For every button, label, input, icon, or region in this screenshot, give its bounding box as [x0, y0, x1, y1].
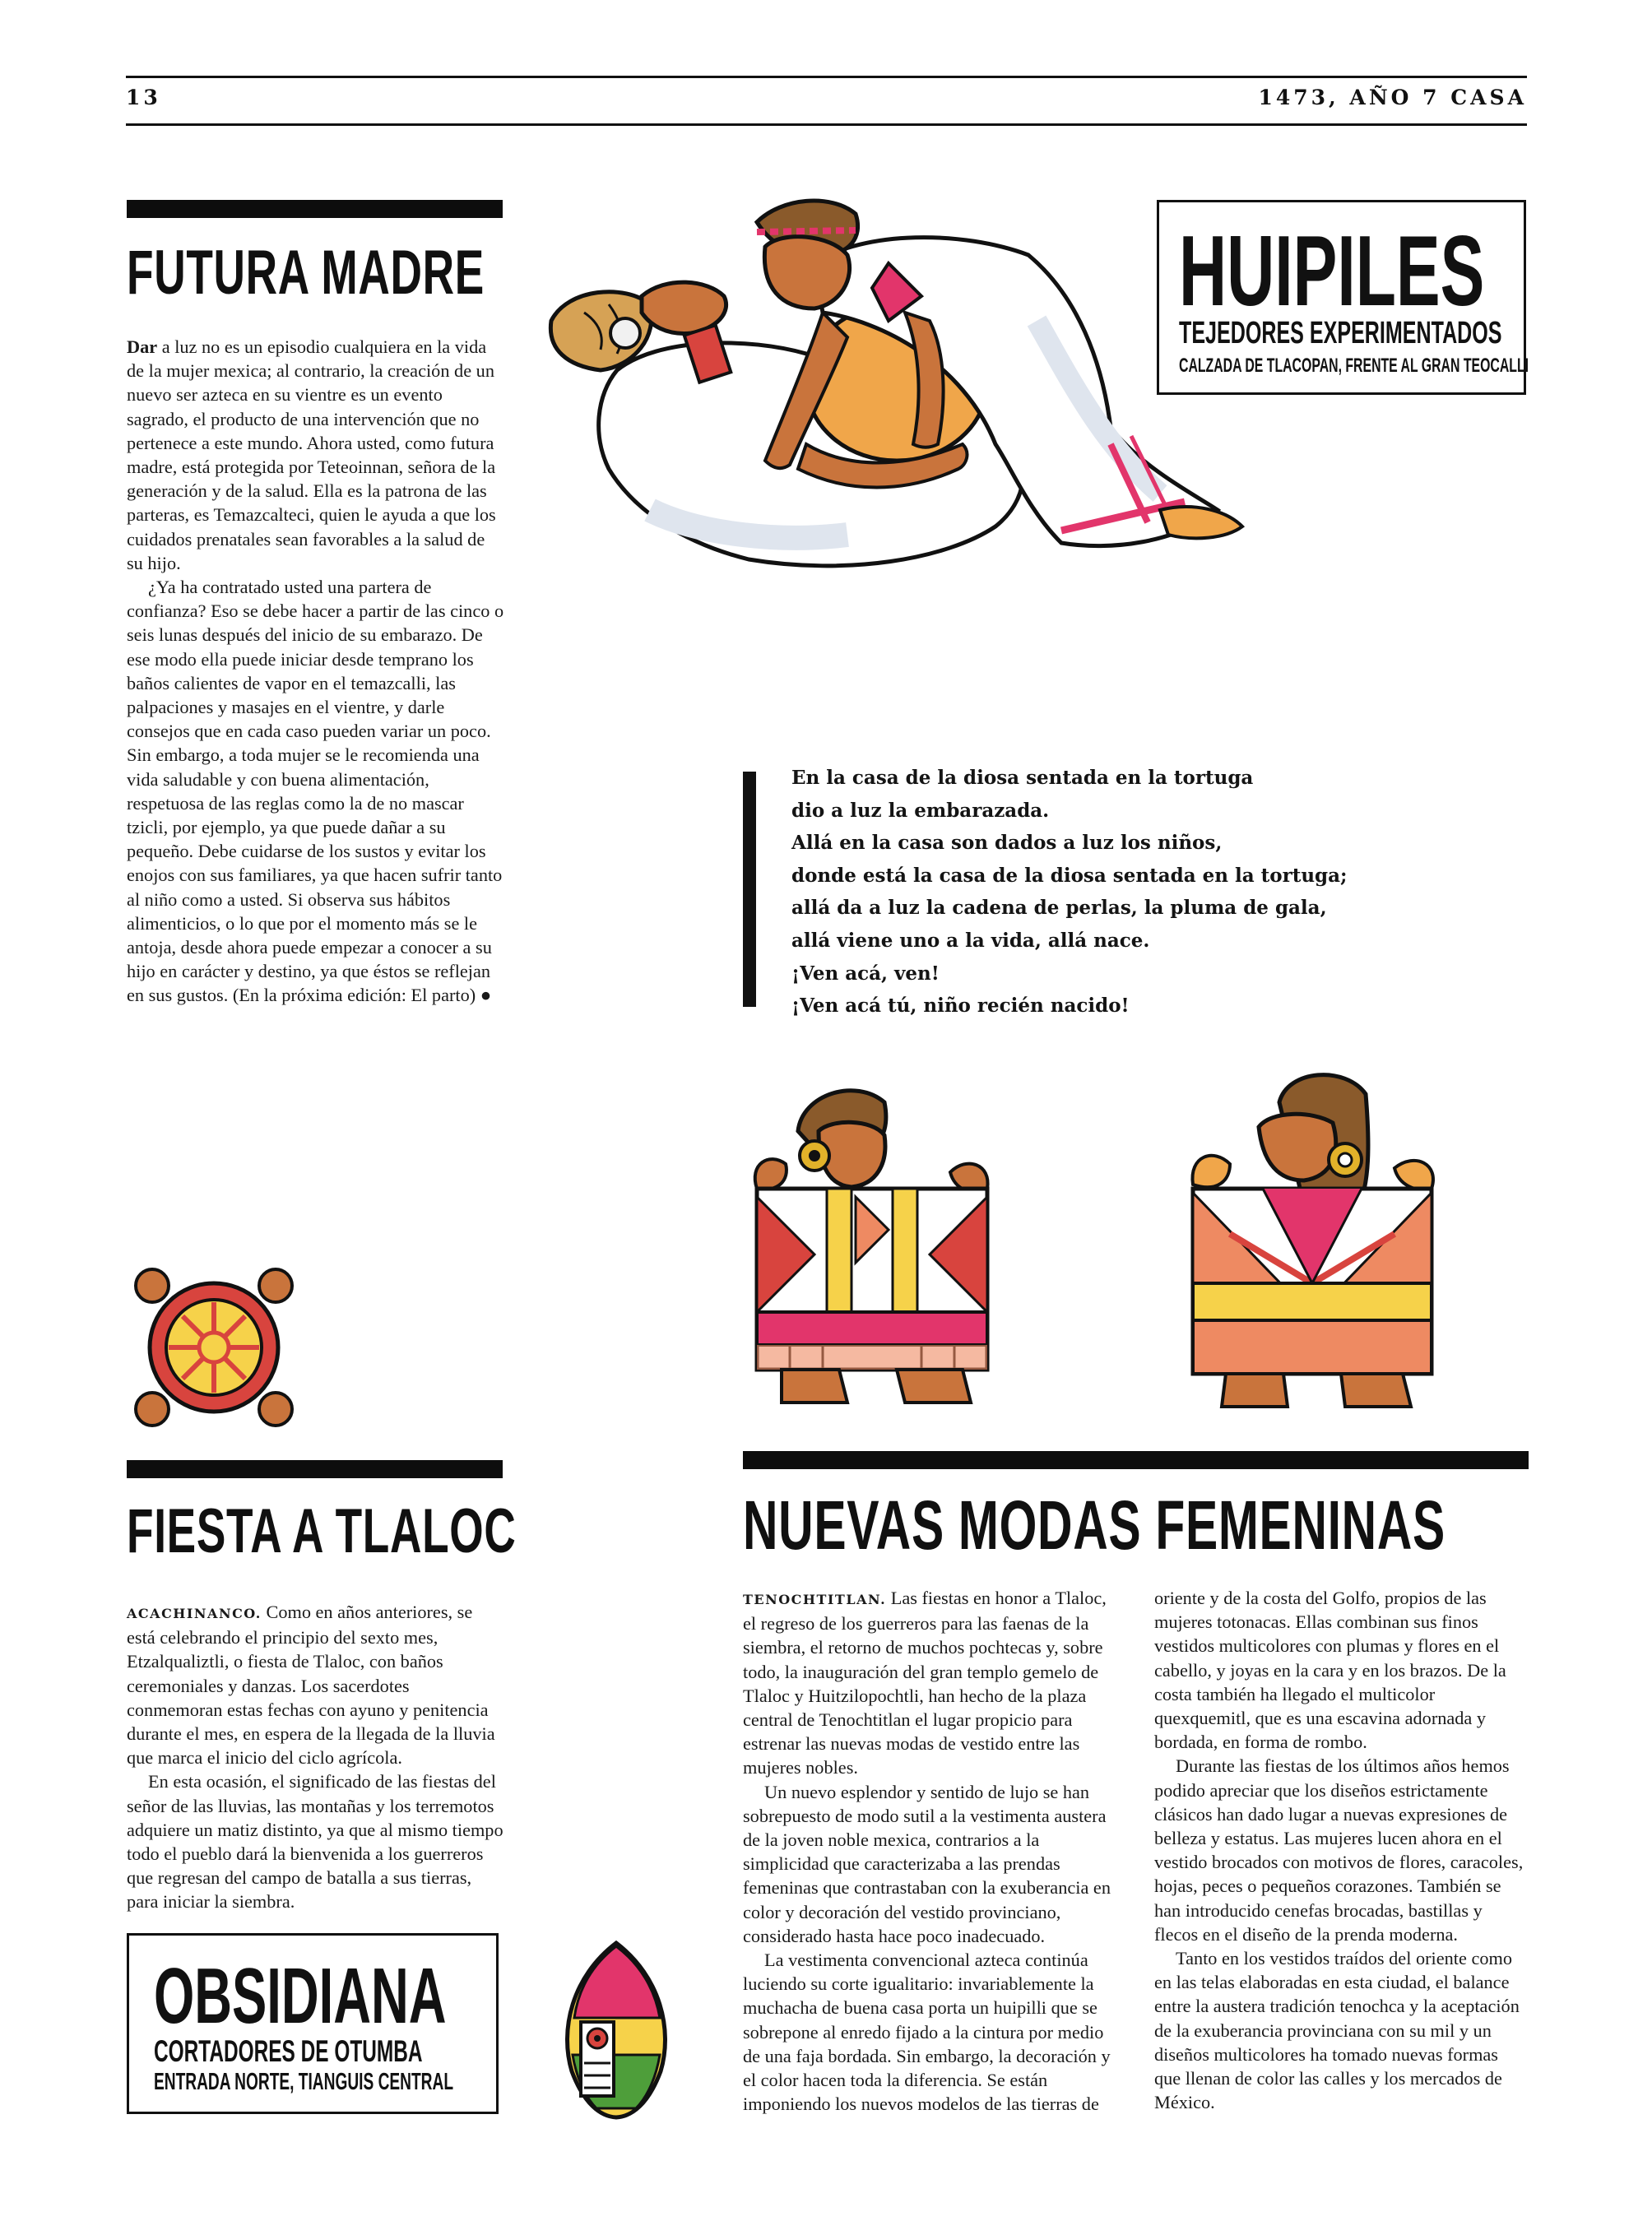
midwife-face [764, 237, 849, 308]
header-rule-top [126, 76, 1527, 78]
nuevas-modas-column-1 [743, 1586, 1115, 2116]
poem [791, 762, 1348, 1022]
poem-bar [743, 772, 756, 1007]
futura-madre-article [127, 335, 505, 1008]
obsidiana-ad-subtitle: CORTADORES DE OTUMBA [154, 2034, 423, 2068]
fiesta-tlaloc-paragraph-1 [127, 1600, 505, 1769]
fiesta-tlaloc-paragraph-1-text: Como en años anteriores, se está celebrando el principio del sexto mes, Etzalqualiztli, o fiesta de Tlaloc, con baños ceremoniales y danzas. Los sacerdotes conmemoran estas fechas con ayuno y penitencia durante el mes, en espera de la llegada de la lluvia que marca el inicio del ciclo agrícola. [127, 1602, 495, 1769]
nuevas-modas-paragraph-1-text: Las fiestas en honor a Tlaloc, el regreso de los guerreros para las faenas de la siembra, el retorno de muchos pochtecas y, sobre todo, la inauguración del gran templo gemelo de Tlaloc y Huitzilopochtli, han hecho de la plaza central de Tenochtitlan el lugar propicio para estrenar las nuevas modas de vestido entre las mujeres nobles. [743, 1588, 1107, 1778]
nuevas-modas-bar [743, 1451, 1529, 1469]
huipiles-ad [1157, 200, 1529, 395]
obsidiana-ad-address: ENTRADA NORTE, TIANGUIS CENTRAL [154, 2069, 454, 2095]
poem-line: donde está la casa de la diosa sentada en la tortuga; [791, 864, 1348, 887]
nuevas-modas-paragraph-3: La vestimenta convencional azteca continúa luciendo su corte igualitario: invariablemente la muchacha de buena casa porta un huipilli que se sobrepone al enredo fijado a la cintura por medio de una faja bordada. Sin embargo, la decoración y el color hacen toda la diferencia. Se están imponiendo los nuevos modelos de las tierras de [743, 1950, 1111, 2115]
fiesta-tlaloc-dateline: ACACHINANCO. [127, 1606, 262, 1621]
huipiles-ad-address: CALZADA DE TLACOPAN, FRENTE AL GRAN TEOCALLI [1179, 355, 1529, 377]
nuevas-modas-title: NUEVAS MODAS FEMENINAS [743, 1486, 1446, 1564]
nuevas-modas-paragraph-5: Durante las fiestas de los últimos años hemos podido apreciar que los diseños estrictamente clásicos han dado lugar a nuevas expresiones de belleza y estatus. Las mujeres lucen ahora en el vestido brocados con motivos de flores, caracoles, hojas, peces o pequeños corazones. También se han introducido cenefas brocadas, bastillas y flecos en el diseño de la prenda moderna. [1154, 1755, 1524, 1945]
futura-madre-paragraph-1-text: a luz no es un episodio cualquiera en la vida de la mujer mexica; al contrario, la creación de un nuevo ser azteca en su vientre es un evento sagrado, el producto de una intervención que no pertenece a este mundo. Ahora usted, como futura madre, está protegida por Teteoinnan, señora de la generación y de la salud. Ella es la patrona de las parteras, es Temazcalteci, quien le ayuda a que los cuidados prenatales sean favorables a la salud de su hijo. [127, 336, 496, 573]
futura-madre-title: FUTURA MADRE [127, 238, 485, 308]
header-rule-bottom [126, 123, 1527, 126]
obsidiana-ad-title: OBSIDIANA [154, 1952, 447, 2040]
poem-line: Allá en la casa son dados a luz los niños, [791, 832, 1223, 855]
poem-line: En la casa de la diosa sentada en la tortuga [791, 767, 1254, 789]
nuevas-modas-paragraph-6: Tanto en los vestidos traídos del oriente como en las telas elaboradas en esta ciudad, el balance entre la austera tradición tenochca y la aceptación de la exuberancia provinciana con su mil y un diseños multicolores ha tomado nuevas formas que llenan de color las calles y los mercados de México. [1154, 1948, 1520, 2113]
futura-madre-paragraph-1 [127, 335, 505, 575]
nuevas-modas-dateline: TENOCHTITLAN. [743, 1592, 887, 1607]
fiesta-tlaloc-bar [127, 1460, 503, 1478]
leaf-glyph [558, 1940, 675, 2121]
poem-line: ¡Ven acá, ven! [791, 962, 940, 985]
nuevas-modas-paragraph-1 [743, 1586, 1115, 1780]
poem-line: dio a luz la embarazada. [791, 799, 1050, 822]
fiesta-tlaloc-title: FIESTA A TLALOC [127, 1496, 517, 1566]
poem-line: ¡Ven acá tú, niño recién nacido! [791, 995, 1130, 1018]
futura-madre-bar [127, 200, 503, 218]
huipil-woman-left [740, 1073, 1004, 1411]
nuevas-modas-paragraph-2: Un nuevo esplendor y sentido de lujo se han sobrepuesto de modo sutil a la vestimenta austera de la joven noble mexica, contrarios a la simplicidad que caracterizaba a las prendas femeninas que contrastaban con la exuberancia en color y decoración del vestido provinciano, considerado hasta hace poco inadecuado. [743, 1781, 1111, 1946]
futura-madre-lead: Dar [127, 336, 158, 357]
fiesta-tlaloc-paragraph-2: En esta ocasión, el significado de las fiestas del señor de las lluvias, las montañas y los terremotos adquiere un matiz distinto, ya que al mismo tiempo todo el pueblo dará la bienvenida a los guerreros que regresan del campo de batalla a sus tierras, para iniciar la siembra. [127, 1771, 503, 1913]
page-number: 13 [126, 86, 161, 109]
futura-madre-paragraph-2: ¿Ya ha contratado usted una partera de confianza? Eso se debe hacer a partir de las cinco o seis lunas después del inicio de su embarazo. De ese modo ella puede iniciar desde temprano los baños calientes de vapor en el temazcalli, las palpaciones y masajes en el vientre, y darle consejos que en cada caso pueden variar un poco. Sin embargo, a toda mujer se le recomienda una vida saludable y con buena alimentación, respetuosa de las reglas como la de no mascar tzicli, por ejemplo, ya que puede dañar a su pequeño. Debe cuidarse de los sustos y evitar los enojos con sus familiares, ya que hacen sufrir tanto al niño como a usted. Si observa sus hábitos alimenticios, o lo que por el momento más se le antoja, desde ahora puede empezar a conocer a su hijo en carácter y destino, ya que éstos se reflejan en sus gustos. (En la próxima edición: El parto) ● [127, 577, 504, 1006]
huipil-woman-right [1181, 1069, 1444, 1415]
huipiles-ad-title: HUIPILES [1179, 215, 1485, 327]
sun-glyph [123, 1257, 304, 1438]
nuevas-modas-paragraph-4: oriente y de la costa del Golfo, propios de las mujeres totonacas. Ellas combinan sus finos vestidos multicolores con plumas y flores en el cabello, y joyas en la cara y en los brazos. De la costa también ha llegado el multicolor quexquemitl, que es una escavina adornada y bordada, en forma de rombo. [1154, 1588, 1506, 1753]
nuevas-modas-column-2 [1154, 1586, 1526, 2114]
date-line: 1473, AÑO 7 CASA [1258, 86, 1527, 109]
poem-line: allá da a luz la cadena de perlas, la pluma de gala, [791, 897, 1327, 920]
poem-line: allá viene uno a la vida, allá nace. [791, 929, 1150, 952]
midwife-foot [1160, 507, 1242, 538]
obsidiana-ad [127, 1933, 499, 2114]
fiesta-tlaloc-article [127, 1600, 505, 1914]
midwife-illustration [535, 197, 1259, 707]
huipiles-ad-subtitle: TEJEDORES EXPERIMENTADOS [1179, 316, 1502, 350]
